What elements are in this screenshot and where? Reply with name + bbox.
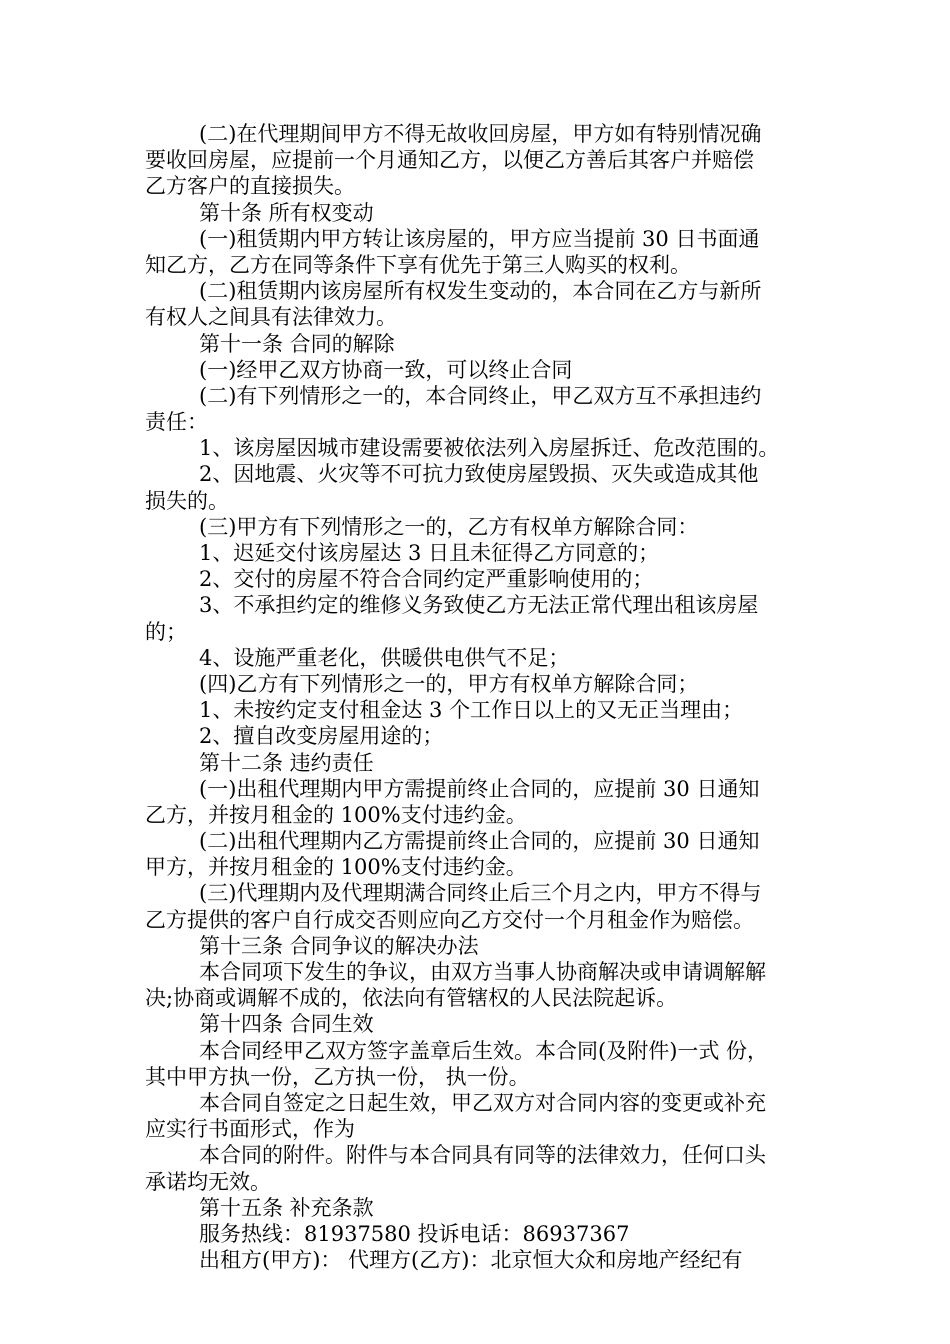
text-line: 要收回房屋，应提前一个月通知乙方，以便乙方善后其客户并赔偿 — [145, 148, 754, 173]
text-line: 其中甲方执一份，乙方执一份， 执一份。 — [145, 1064, 530, 1089]
text-line: (二)有下列情形之一的，本合同终止，甲乙双方互不承担违约 — [199, 383, 762, 408]
text-line: 的； — [145, 619, 187, 644]
text-line: 有权人之间具有法律效力。 — [145, 305, 397, 330]
text-line: 乙方客户的直接损失。 — [145, 174, 355, 199]
text-line: 2、擅自改变房屋用途的； — [199, 724, 444, 749]
text-line: 2、交付的房屋不符合合同约定严重影响使用的； — [199, 567, 654, 592]
text-line: (一)经甲乙双方协商一致，可以终止合同 — [199, 357, 573, 382]
text-line: 出租方(甲方)： 代理方(乙方)：北京恒大众和房地产经纪有 — [199, 1248, 743, 1273]
text-line: 本合同项下发生的争议，由双方当事人协商解决或申请调解解 — [199, 960, 766, 984]
contract-body — [145, 121, 825, 1273]
text-line: 第十一条 合同的解除 — [199, 331, 395, 356]
text-line: 本合同自签定之日起生效，甲乙双方对合同内容的变更或补充 — [199, 1090, 766, 1115]
text-line: (二)出租代理期内乙方需提前终止合同的，应提前 30 日通知 — [199, 829, 760, 854]
text-line: 第十五条 补充条款 — [199, 1195, 374, 1220]
text-line: (四)乙方有下列情形之一的，甲方有权单方解除合同； — [199, 671, 699, 696]
text-line: 第十条 所有权变动 — [199, 200, 374, 225]
text-line: 3、不承担约定的维修义务致使乙方无法正常代理出租该房屋 — [199, 593, 759, 618]
text-line: (一)出租代理期内甲方需提前终止合同的，应提前 30 日通知 — [199, 776, 760, 801]
text-line: 决;协商或调解不成的，依法向有管辖权的人民法院起诉。 — [145, 986, 678, 1011]
text-line: (二)在代理期间甲方不得无故收回房屋，甲方如有特别情况确 — [199, 122, 762, 146]
text-line: 1、该房屋因城市建设需要被依法列入房屋拆迁、危改范围的。 — [199, 436, 780, 461]
text-line: 本合同的附件。附件与本合同具有同等的法律效力，任何口头 — [199, 1143, 766, 1168]
text-line: 4、设施严重老化，供暖供电供气不足； — [199, 645, 570, 670]
text-line: 第十二条 违约责任 — [199, 750, 374, 775]
text-line: 2、因地震、火灾等不可抗力致使房屋毁损、灭失或造成其他 — [199, 462, 759, 487]
text-line: (二)租赁期内该房屋所有权发生变动的，本合同在乙方与新所 — [199, 279, 762, 304]
text-line: 甲方，并按月租金的 100%支付违约金。 — [145, 855, 527, 880]
text-line: 承诺均无效。 — [145, 1169, 271, 1194]
text-line: (三)甲方有下列情形之一的，乙方有权单方解除合同： — [199, 514, 699, 539]
text-line: 损失的。 — [145, 488, 229, 513]
text-line: 1、迟延交付该房屋达 3 日且未征得乙方同意的； — [199, 541, 660, 565]
text-line: 第十三条 合同争议的解决办法 — [199, 933, 479, 958]
text-line: (三)代理期内及代理期满合同终止后三个月之内，甲方不得与 — [199, 881, 762, 906]
text-line: 乙方，并按月租金的 100%支付违约金。 — [145, 802, 527, 827]
text-line: (一)租赁期内甲方转让该房屋的，甲方应当提前 30 日书面通 — [199, 226, 760, 251]
text-line: 应实行书面形式，作为 — [145, 1117, 355, 1142]
text-line: 1、未按约定支付租金达 3 个工作日以上的又无正当理由； — [199, 698, 744, 723]
text-line: 服务热线：81937580 投诉电话：86937367 — [199, 1221, 630, 1246]
text-line: 本合同经甲乙双方签字盖章后生效。本合同(及附件)一式 份， — [199, 1038, 769, 1063]
text-line: 责任： — [145, 410, 208, 435]
text-line: 乙方提供的客户自行成交否则应向乙方交付一个月租金作为赔偿。 — [145, 907, 754, 932]
text-line: 知乙方，乙方在同等条件下享有优先于第三人购买的权利。 — [145, 252, 691, 277]
text-line: 第十四条 合同生效 — [199, 1012, 374, 1037]
